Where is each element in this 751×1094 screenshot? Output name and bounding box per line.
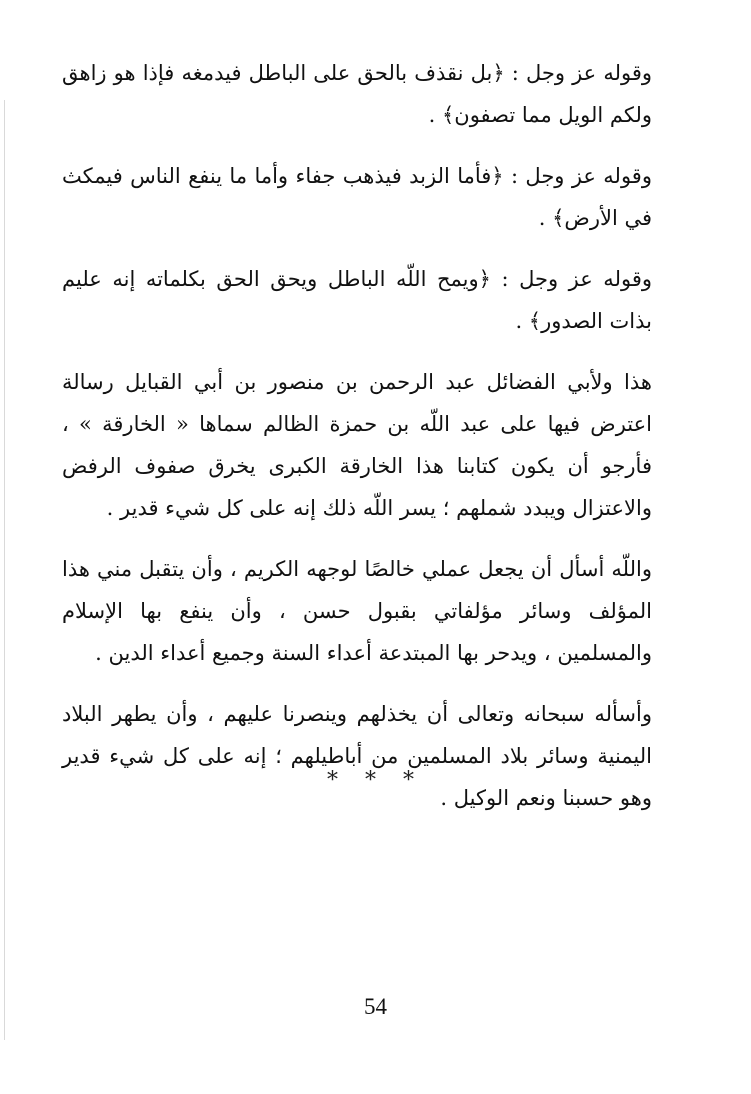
body-paragraph-4: هذا ولأبي الفضائل عبد الرحمن بن منصور بن أبي القبايل رسالة اعترض فيها على عبد اللّه بن حمزة الظالم سماها « الخارقة » ، فأرجو أن يكون كتابنا هذا الخارقة الكبرى يخرق صفوف الرفض والاعتزال ويبدد شملهم ؛ يسر اللّه ذلك إنه على كل شيء قدير . bbox=[62, 370, 652, 520]
section-separator: * * * bbox=[327, 768, 424, 793]
page-body bbox=[62, 52, 652, 838]
scan-edge-rule bbox=[4, 100, 5, 1040]
page-number: 54 bbox=[364, 994, 387, 1019]
body-paragraph-5: واللّه أسأل أن يجعل عملي خالصًا لوجهه الكريم ، وأن يتقبل مني هذا المؤلف وسائر مؤلفاتي بقبول حسن ، وأن ينفع بها الإسلام والمسلمين ، ويدحر بها المبتدعة أعداء السنة وجميع أعداء الدين . bbox=[62, 557, 652, 665]
verse-paragraph-1: وقوله عز وجل : ﴿بل نقذف بالحق على الباطل فيدمغه فإذا هو زاهق ولكم الويل مما تصفون﴾ . bbox=[62, 61, 652, 127]
body-paragraph-6: وأسأله سبحانه وتعالى أن يخذلهم وينصرنا عليهم ، وأن يطهر البلاد اليمنية وسائر بلاد المسلمين من أباطيلهم ؛ إنه على كل شيء قدير وهو حسبنا ونعم الوكيل . bbox=[62, 702, 652, 810]
verse-paragraph-2: وقوله عز وجل : ﴿فأما الزبد فيذهب جفاء وأما ما ينفع الناس فيمكث في الأرض﴾ . bbox=[62, 164, 652, 230]
verse-paragraph-3: وقوله عز وجل : ﴿ويمح اللّه الباطل ويحق الحق بكلماته إنه عليم بذات الصدور﴾ . bbox=[62, 267, 652, 333]
